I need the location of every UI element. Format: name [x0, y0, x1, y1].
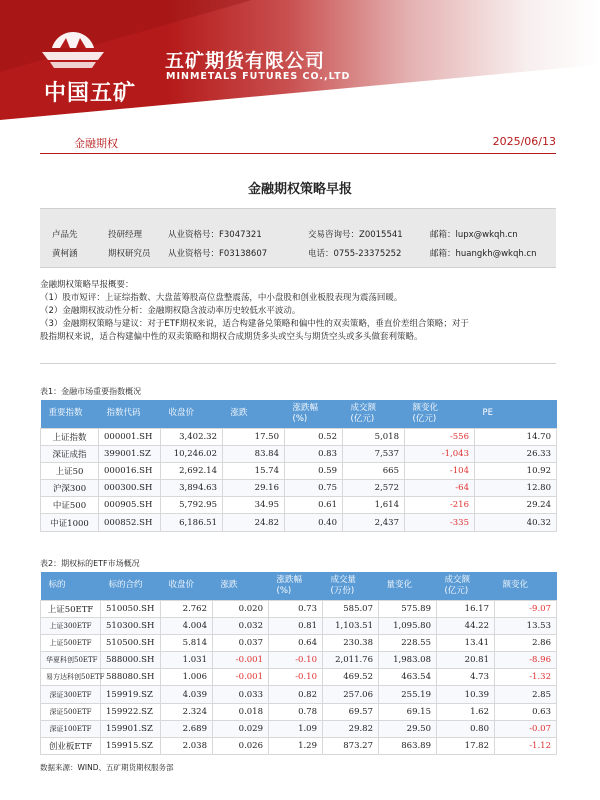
table-row: [41, 686, 557, 703]
table-cell: 2.038: [161, 738, 213, 755]
table-cell: 1.29: [269, 738, 323, 755]
table-cell: 228.55: [379, 634, 437, 651]
table-cell: 585.07: [323, 600, 379, 617]
table-cell: 6,186.51: [161, 514, 223, 531]
analyst-qualification: 从业资格号：F3047321: [168, 230, 262, 240]
table-row: [41, 703, 557, 720]
report-category: 金融期权: [74, 137, 118, 150]
table-cell: 29.24: [475, 497, 557, 514]
column-header: 收盘价: [161, 572, 213, 600]
table-cell: 深证500ETF: [41, 703, 101, 720]
table-cell: 20.81: [437, 652, 495, 669]
table-cell: 13.41: [437, 634, 495, 651]
table-cell: 44.22: [437, 617, 495, 634]
analyst-email: 邮箱：huangkh@wkqh.cn: [430, 249, 537, 259]
table-cell: 0.037: [213, 634, 269, 651]
table-row: [41, 652, 557, 669]
table-cell: 沪深300: [41, 480, 99, 497]
analyst-info: [40, 208, 556, 268]
table-cell: 665: [343, 462, 405, 479]
table-row: [41, 514, 557, 531]
report-title: 金融期权策略早报: [247, 182, 352, 197]
table-cell: 4.73: [437, 669, 495, 686]
table-cell: -104: [405, 462, 475, 479]
column-header: 额变化: [495, 572, 557, 600]
table-row: [41, 617, 557, 634]
table2-caption: 表2：期权标的ETF市场概况: [40, 559, 140, 568]
column-header: 涨跌: [213, 572, 269, 600]
table-cell: 0.40: [285, 514, 343, 531]
table-cell: 863.89: [379, 738, 437, 755]
column-header: 标的合约: [101, 572, 161, 600]
summary-line: 股指期权来说，适合构建偏中性的双卖策略和期权合成期货多头或空头与期货空头或多头做套利策略。: [40, 332, 423, 342]
table-cell: -0.001: [213, 652, 269, 669]
table-cell: 000001.SH: [99, 428, 161, 445]
table-cell: 14.70: [475, 428, 557, 445]
table-cell: 2,572: [343, 480, 405, 497]
table-cell: 510300.SH: [101, 617, 161, 634]
table-cell: 29.50: [379, 720, 437, 737]
table-cell: 257.06: [323, 686, 379, 703]
column-header: 收盘价: [161, 400, 223, 428]
summary-heading: 金融期权策略早报概要：: [40, 280, 134, 290]
table-cell: -0.001: [213, 669, 269, 686]
table-cell: 000016.SH: [99, 462, 161, 479]
table-cell: 4.004: [161, 617, 213, 634]
table-cell: -216: [405, 497, 475, 514]
table-cell: 4.039: [161, 686, 213, 703]
column-header: 成交额 (亿元): [437, 572, 495, 600]
table-cell: 深证300ETF: [41, 686, 101, 703]
table-cell: 1,095.80: [379, 617, 437, 634]
table-row: [41, 445, 557, 462]
analyst-role: 期权研究员: [108, 249, 151, 259]
table-row: [41, 428, 557, 445]
table-cell: 575.89: [379, 600, 437, 617]
analyst-row: [40, 247, 556, 265]
table-row: [41, 600, 557, 617]
table-cell: 0.83: [285, 445, 343, 462]
table-cell: 创业板ETF: [41, 738, 101, 755]
column-header: PE: [475, 400, 557, 428]
table-cell: 中证500: [41, 497, 99, 514]
column-header: 成交量 (万份): [323, 572, 379, 600]
table-cell: 中证1000: [41, 514, 99, 531]
analyst-email: 邮箱：lupx@wkqh.cn: [430, 230, 518, 240]
table-cell: 2,437: [343, 514, 405, 531]
table-cell: 34.95: [223, 497, 285, 514]
table-cell: 24.82: [223, 514, 285, 531]
table-cell: 0.64: [269, 634, 323, 651]
table-cell: 159901.SZ: [101, 720, 161, 737]
minmetals-logo-icon: [38, 30, 108, 70]
table-cell: 华夏科创50ETF: [41, 652, 101, 669]
table-cell: 深证成指: [41, 445, 99, 462]
column-header: 涨跌: [223, 400, 285, 428]
table-cell: -64: [405, 480, 475, 497]
table-cell: 000852.SH: [99, 514, 161, 531]
report-header: [0, 0, 600, 120]
column-header: 额变化 (亿元): [405, 400, 475, 428]
column-header: 成交额 (亿元): [343, 400, 405, 428]
table-row: [41, 497, 557, 514]
table-cell: 26.33: [475, 445, 557, 462]
table-cell: -1.32: [495, 669, 557, 686]
analyst-row: [40, 228, 556, 246]
table-cell: 873.27: [323, 738, 379, 755]
table-cell: 588000.SH: [101, 652, 161, 669]
summary-section: [40, 279, 556, 364]
table-cell: 16.17: [437, 600, 495, 617]
table-cell: 0.59: [285, 462, 343, 479]
table-cell: 0.033: [213, 686, 269, 703]
table-cell: 深证100ETF: [41, 720, 101, 737]
analyst-contact: 交易咨询号：Z0015541: [308, 230, 403, 240]
table-row: [41, 462, 557, 479]
table-cell: 0.020: [213, 600, 269, 617]
table-cell: 0.61: [285, 497, 343, 514]
table-cell: 易方达科创50ETF: [41, 669, 101, 686]
table-cell: -335: [405, 514, 475, 531]
table-cell: 0.81: [269, 617, 323, 634]
table-cell: 0.73: [269, 600, 323, 617]
column-header: 涨跌幅 (%): [285, 400, 343, 428]
table-cell: 1.62: [437, 703, 495, 720]
table-row: [41, 720, 557, 737]
table-cell: 12.80: [475, 480, 557, 497]
table-cell: 588080.SH: [101, 669, 161, 686]
table-cell: 0.032: [213, 617, 269, 634]
company-name-cn: 五矿期货有限公司: [165, 50, 326, 72]
table-cell: 上证50: [41, 462, 99, 479]
table-cell: -9.07: [495, 600, 557, 617]
table-cell: 463.54: [379, 669, 437, 686]
table-cell: 7,537: [343, 445, 405, 462]
table-cell: 3,894.63: [161, 480, 223, 497]
table-cell: -0.10: [269, 669, 323, 686]
table-cell: 上证50ETF: [41, 600, 101, 617]
table-cell: 1.006: [161, 669, 213, 686]
table-cell: 上证指数: [41, 428, 99, 445]
etf-overview-table: [40, 572, 557, 755]
summary-line: （3）金融期权策略与建议：对于ETF期权来说，适合构建备兑策略和偏中性的双卖策略，垂直价差组合策略；对于: [40, 319, 469, 329]
table-cell: 10.39: [437, 686, 495, 703]
table-row: [41, 634, 557, 651]
table1-caption: 表1：金融市场重要指数概况: [40, 387, 142, 396]
table-cell: 13.53: [495, 617, 557, 634]
table-cell: 10,246.02: [161, 445, 223, 462]
analyst-role: 投研经理: [108, 230, 143, 240]
table-cell: 1,614: [343, 497, 405, 514]
table-cell: 0.80: [437, 720, 495, 737]
table-cell: -8.96: [495, 652, 557, 669]
table-cell: 69.57: [323, 703, 379, 720]
table-cell: 510050.SH: [101, 600, 161, 617]
table-cell: 2.689: [161, 720, 213, 737]
logo-text: 中国五矿: [44, 81, 137, 106]
table-cell: 255.19: [379, 686, 437, 703]
table-cell: 0.52: [285, 428, 343, 445]
company-name-en: MINMETALS FUTURES CO.,LTD: [166, 71, 351, 82]
table-cell: 3,402.32: [161, 428, 223, 445]
table-cell: 69.15: [379, 703, 437, 720]
table-cell: 1.09: [269, 720, 323, 737]
column-header: 量变化: [379, 572, 437, 600]
table-cell: 0.82: [269, 686, 323, 703]
column-header: 标的: [41, 572, 101, 600]
table-cell: 230.38: [323, 634, 379, 651]
table-cell: 510500.SH: [101, 634, 161, 651]
table-cell: 15.74: [223, 462, 285, 479]
table-cell: 0.029: [213, 720, 269, 737]
table-cell: -0.07: [495, 720, 557, 737]
table-cell: 1,983.08: [379, 652, 437, 669]
table-cell: 1.031: [161, 652, 213, 669]
table-cell: -1.12: [495, 738, 557, 755]
table-cell: 0.75: [285, 480, 343, 497]
table-cell: 2.86: [495, 634, 557, 651]
analyst-name: 黄柯涵: [52, 249, 78, 259]
table-cell: 000300.SH: [99, 480, 161, 497]
table-cell: 2.324: [161, 703, 213, 720]
table-cell: 159922.SZ: [101, 703, 161, 720]
table-cell: 000905.SH: [99, 497, 161, 514]
table-cell: 17.82: [437, 738, 495, 755]
table-cell: 2.85: [495, 686, 557, 703]
analyst-name: 卢品先: [52, 230, 78, 240]
table-cell: 17.50: [223, 428, 285, 445]
table-cell: 40.32: [475, 514, 557, 531]
table-cell: -556: [405, 428, 475, 445]
table-cell: 469.52: [323, 669, 379, 686]
table-cell: 159915.SZ: [101, 738, 161, 755]
category-bar: [40, 126, 556, 154]
table-cell: 10.92: [475, 462, 557, 479]
table-cell: -1,043: [405, 445, 475, 462]
column-header: 重要指数: [41, 400, 99, 428]
data-source: 数据来源：WIND、五矿期货期权服务部: [40, 763, 174, 772]
summary-line: （2）金融期权波动性分析：金融期权隐含波动率历史较低水平波动。: [40, 306, 301, 316]
table-row: [41, 669, 557, 686]
table-cell: 2,692.14: [161, 462, 223, 479]
table-cell: 2.762: [161, 600, 213, 617]
analyst-contact: 电话：0755-23375252: [308, 249, 402, 259]
table-cell: 29.82: [323, 720, 379, 737]
table-cell: 5.814: [161, 634, 213, 651]
table-cell: 0.78: [269, 703, 323, 720]
table-cell: 0.026: [213, 738, 269, 755]
table-cell: 399001.SZ: [99, 445, 161, 462]
table-cell: 5,792.95: [161, 497, 223, 514]
table-cell: 29.16: [223, 480, 285, 497]
summary-line: （1）股市短评：上证综指数、大盘蓝筹股高位盘整震荡，中小盘股和创业板股表现为震荡回暖。: [40, 293, 403, 303]
index-overview-table: [40, 400, 557, 532]
table-cell: -0.10: [269, 652, 323, 669]
column-header: 指数代码: [99, 400, 161, 428]
analyst-qualification: 从业资格号：F03138607: [168, 249, 268, 259]
table-cell: 1,103.51: [323, 617, 379, 634]
table-cell: 83.84: [223, 445, 285, 462]
report-date: 2025/06/13: [492, 135, 556, 148]
table-row: [41, 480, 557, 497]
table-row: [41, 738, 557, 755]
table-cell: 5,018: [343, 428, 405, 445]
column-header: 涨跌幅 (%): [269, 572, 323, 600]
table-cell: 2,011.76: [323, 652, 379, 669]
table-cell: 上证500ETF: [41, 634, 101, 651]
table-cell: 上证300ETF: [41, 617, 101, 634]
table-cell: 159919.SZ: [101, 686, 161, 703]
table-cell: 0.63: [495, 703, 557, 720]
table-cell: 0.018: [213, 703, 269, 720]
